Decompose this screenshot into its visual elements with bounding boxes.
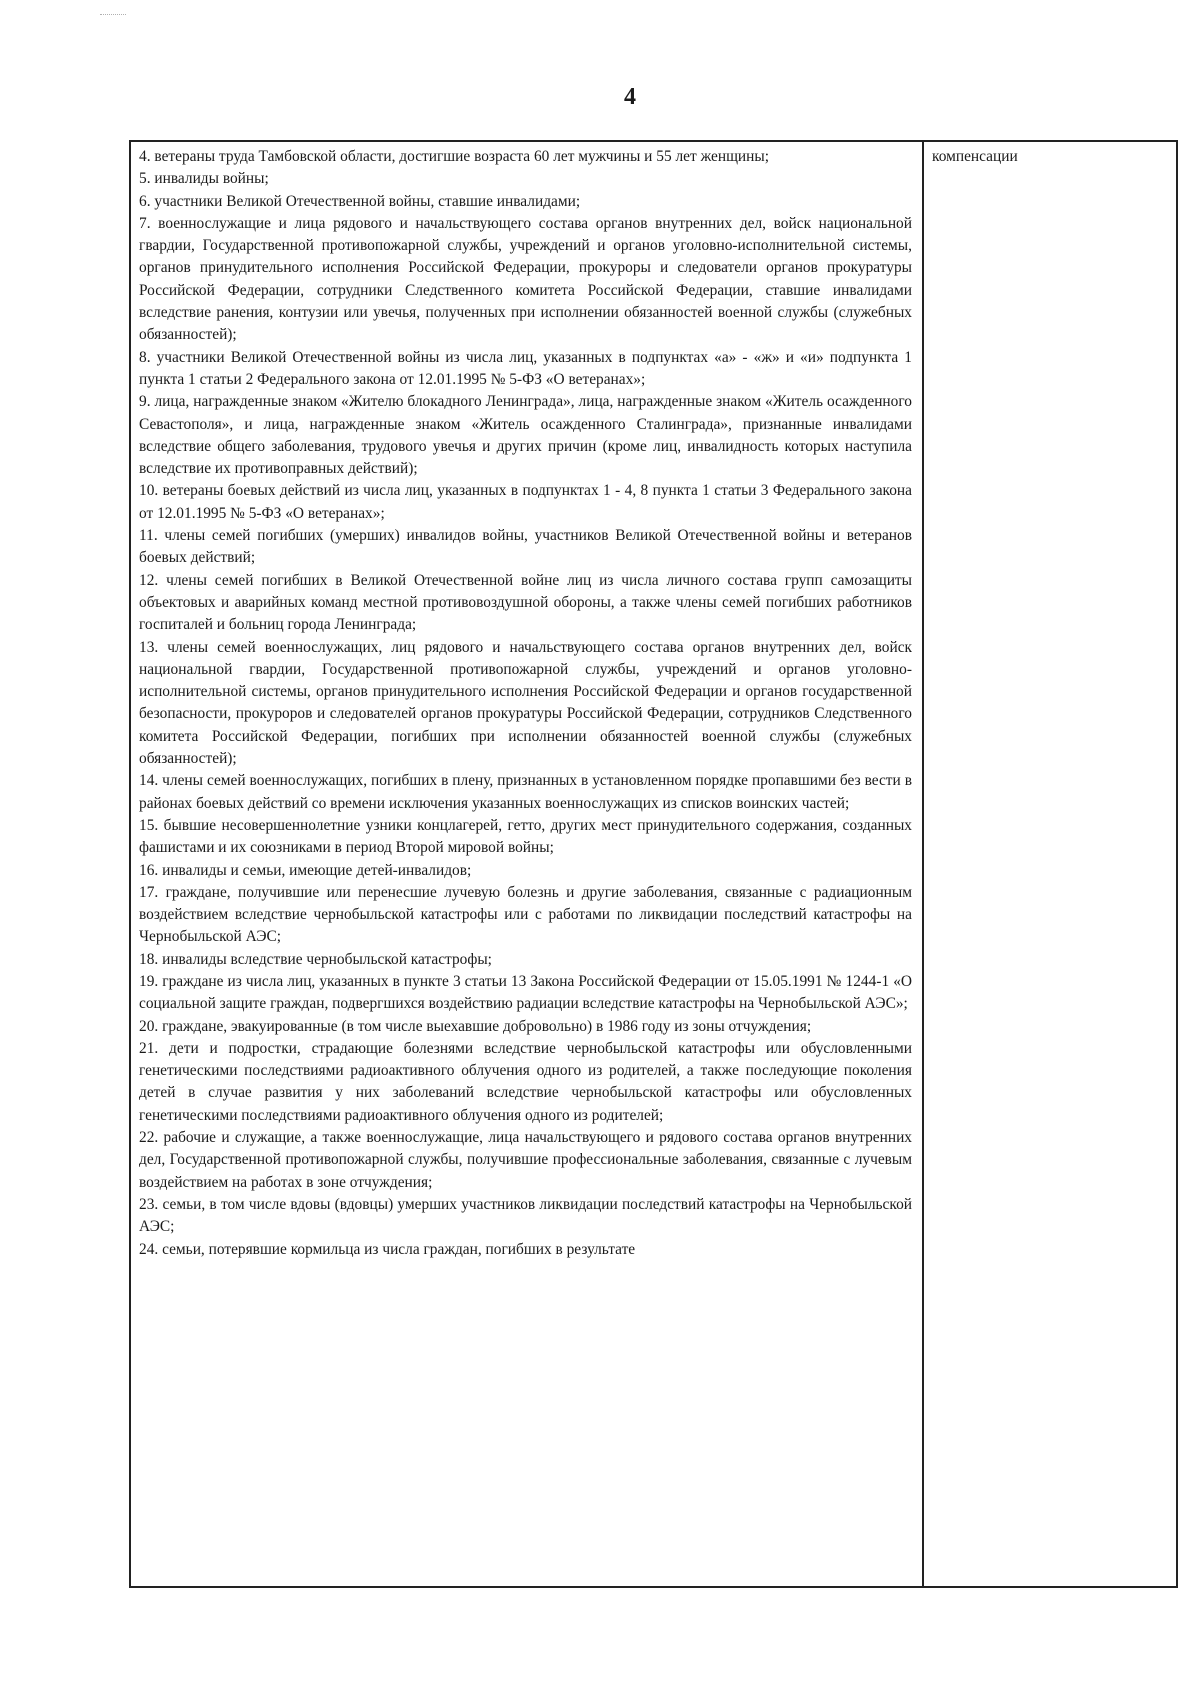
table-row [130, 141, 1177, 1587]
list-item: 22. рабочие и служащие, а также военнослужащие, лица начальствующего и рядового состава органов внутренних дел, Государственной противопожарной службы, получившие профессиональные заболевания, связанные с лучевым воздействием на работах в зоне отчуждения; [139, 1129, 912, 1191]
list-item: 9. лица, награжденные знаком «Жителю блокадного Ленинграда», лица, награжденные знаком «Житель осажденного Севастополя», и лица, награжденные знаком «Житель осажденного Сталинграда», признанные инвалидами вследствие общего заболевания, трудового увечья и других причин (кроме лиц, инвалидность которых наступила вследствие их противоправных действий); [139, 393, 912, 478]
list-item: 17. граждане, получившие или перенесшие лучевую болезнь и другие заболевания, связанные с радиационным воздействием вследствие чернобыльской катастрофы или с работами по ликвидации последствий катастрофы на Чернобыльской АЭС; [139, 883, 912, 946]
list-item: 24. семьи, потерявшие кормильца из числа граждан, погибших в результате [139, 1240, 636, 1258]
list-item: 12. члены семей погибших в Великой Отечественной войне лиц из числа личного состава групп самозащиты объектовых и аварийных команд местной противовоздушной обороны, а также члены семей погибших работников госпиталей и больниц города Ленинграда; [139, 571, 912, 634]
list-item: 8. участники Великой Отечественной войны из числа лиц, указанных в подпунктах «а» - «ж» и «и» подпункта 1 пункта 1 статьи 2 Федерального закона от 12.01.1995 № 5-ФЗ «О ветеранах»; [139, 348, 912, 388]
list-item: 21. дети и подростки, страдающие болезнями вследствие чернобыльской катастрофы или обусловленными генетическими последствиями радиоактивного облучения одного из родителей, а также последующие поколения детей в случае развития у них заболеваний вследствие чернобыльской катастрофы или обусловленных генетическими последствиями радиоактивного облучения одного из родителей; [139, 1039, 912, 1124]
list-item: 23. семьи, в том числе вдовы (вдовцы) умерших участников ликвидации последствий катастрофы на Чернобыльской АЭС; [139, 1195, 912, 1236]
list-item: 14. члены семей военнослужащих, погибших в плену, признанных в установленном порядке пропавшими без вести в районах боевых действий со времени исключения указанных военнослужащих из списков воинских частей; [139, 772, 912, 812]
list-item: 15. бывшие несовершеннолетние узники концлагерей, гетто, других мест принудительного содержания, созданных фашистами и их союзниками в период Второй мировой войны; [139, 816, 912, 857]
list-item: 10. ветераны боевых действий из числа лиц, указанных в подпунктах 1 - 4, 8 пункта 1 статьи 3 Федерального закона от 12.01.1995 № 5-ФЗ «О ветеранах»; [139, 482, 912, 522]
benefit-table [129, 140, 1178, 1588]
list-item: 13. члены семей военнослужащих, лиц рядового и начальствующего состава органов внутренних дел, войск национальной гвардии, Государственной противопожарной службы, учреждений и органов уголовно-исполнительной системы, органов принудительного исполнения Российской Федерации и органов государственной безопасности, прокуроров и следователей органов прокуратуры Российской Федерации, сотрудников Следственного комитета Российской Федерации, погибших при исполнении обязанностей военной службы (служебных обязанностей); [139, 638, 912, 768]
list-item: 16. инвалиды и семьи, имеющие детей-инвалидов; [139, 861, 472, 879]
page-number: 4 [624, 84, 636, 110]
measure-text: компенсации [932, 148, 1018, 165]
list-item: 7. военнослужащие и лица рядового и начальствующего состава органов внутренних дел, войск национальной гвардии, Государственной противопожарной службы, учреждений и органов уголовно-исполнительной системы, органов принудительного исполнения Российской Федерации, прокуроры и следователи органов прокуратуры Российской Федерации, сотрудники Следственного комитета Российской Федерации, ставшие инвалидами вследствие ранения, контузии или увечья, полученных при исполнении обязанностей военной службы (служебных обязанностей); [139, 214, 912, 344]
scan-corner-mark [100, 14, 126, 15]
list-item: 20. граждане, эвакуированные (в том числе выехавшие добровольно) в 1986 году из зоны отчуждения; [139, 1017, 812, 1035]
measure-cell [923, 141, 1177, 1587]
list-item: 6. участники Великой Отечественной войны, ставшие инвалидами; [139, 192, 581, 210]
list-item: 5. инвалиды войны; [139, 170, 269, 188]
list-item: 4. ветераны труда Тамбовской области, достигшие возраста 60 лет мужчины и 55 лет женщины; [139, 148, 770, 165]
list-item: 18. инвалиды вследствие чернобыльской катастрофы; [139, 950, 492, 968]
list-item: 19. граждане из числа лиц, указанных в пункте 3 статьи 13 Закона Российской Федерации от 15.05.1991 № 1244-1 «О социальной защите граждан, подвергшихся воздействию радиации вследствие катастрофы на Чернобыльской АЭС»; [139, 972, 912, 1013]
recipient-categories-cell [130, 141, 923, 1587]
list-item: 11. члены семей погибших (умерших) инвалидов войны, участников Великой Отечественной войны и ветеранов боевых действий; [139, 527, 912, 567]
